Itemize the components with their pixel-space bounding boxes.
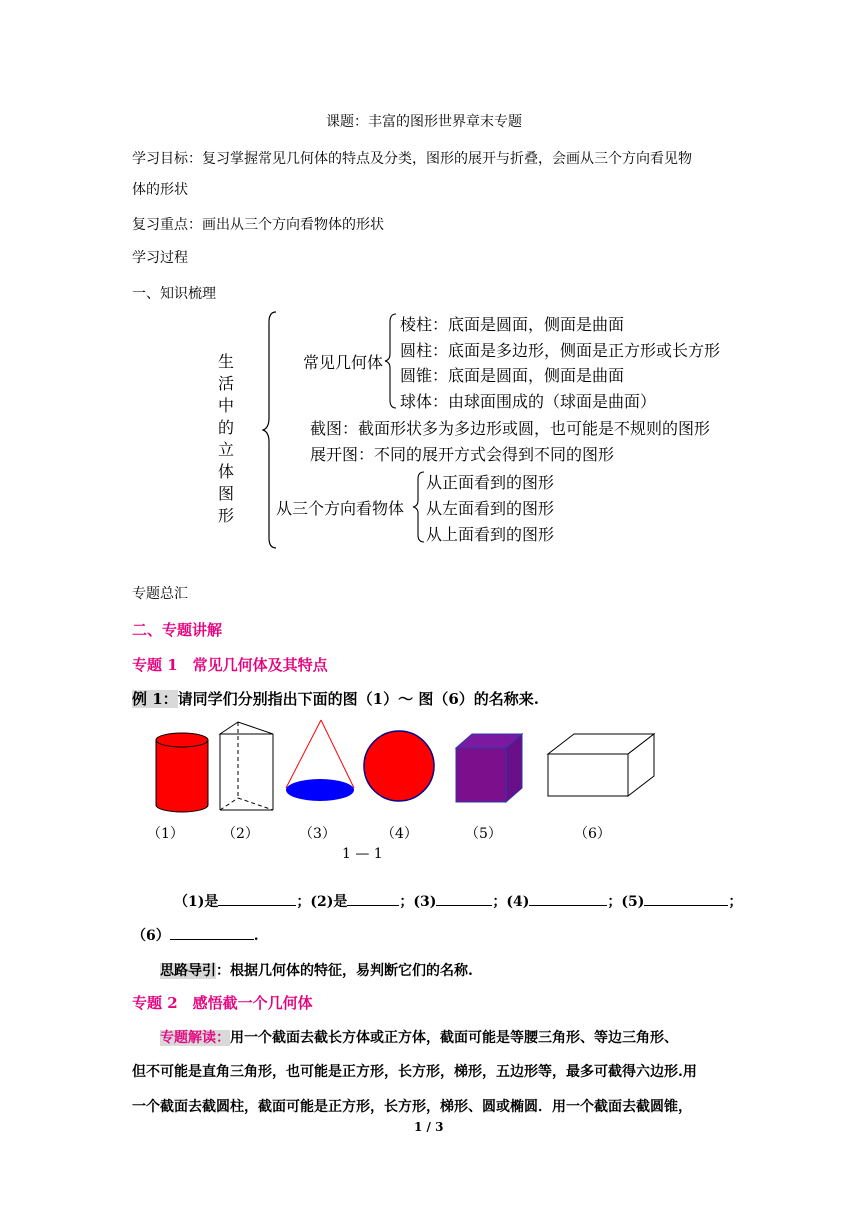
figure-caption: 1 — 1	[342, 846, 383, 862]
solids-brace	[384, 312, 398, 410]
root-char: 图	[217, 484, 234, 503]
summary-heading: 专题总汇	[132, 586, 188, 602]
cube-figure	[456, 734, 522, 802]
solid-cone: 圆锥：底面是圆面，侧面是曲面	[400, 366, 625, 385]
cylinder-figure	[156, 733, 208, 812]
figure-label-5: （5）	[465, 826, 502, 842]
section-item: 截图：截面形状多为多边形或圆，也可能是不规则的图形	[310, 419, 711, 438]
blank-4[interactable]	[529, 891, 607, 906]
blank-1[interactable]	[218, 891, 296, 906]
solid-sphere: 球体：由球面围成的（球面是曲面）	[400, 392, 657, 411]
doc-title: 课题：丰富的图形世界章末专题	[326, 114, 522, 130]
view-front: 从正面看到的图形	[426, 473, 555, 492]
figure-label-1: （1）	[147, 826, 184, 842]
page-number: 1 / 3	[414, 1120, 444, 1134]
blank-3[interactable]	[436, 891, 492, 906]
root-char: 活	[217, 374, 234, 393]
fill-text: ；(2)是	[296, 894, 348, 910]
root-char: 形	[217, 506, 234, 525]
common-solids-label: 常见几何体	[303, 353, 384, 372]
root-char: 体	[217, 462, 234, 481]
topic2-text: 用一个截面去截长方体或正方体，截面可能是等腰三角形、等边三角形、	[230, 1030, 678, 1046]
figure-label-6: （6）	[574, 826, 611, 842]
unfold-item: 展开图：不同的展开方式会得到不同的图形	[310, 445, 615, 464]
topic2-line2: 但不可能是直角三角形，也可能是正方形，长方形，梯形，五边形等，最多可截得六边形.用	[132, 1064, 697, 1080]
blank-2[interactable]	[347, 891, 399, 906]
solid-prism: 棱柱：底面是圆面，侧面是曲面	[400, 315, 625, 334]
example-label: 例 1：	[132, 690, 178, 708]
view-top: 从上面看到的图形	[426, 525, 555, 544]
root-char: 中	[217, 396, 234, 415]
cuboid-figure	[548, 734, 654, 796]
sphere-figure	[364, 731, 434, 801]
example-text: 请同学们分别指出下面的图（1）～ 图（6）的名称来.	[177, 690, 539, 708]
cone-figure	[286, 720, 354, 801]
topic2-heading: 专题 2 感悟截一个几何体	[132, 994, 313, 1012]
fill-text: （6）	[132, 928, 170, 944]
three-views-label: 从三个方向看物体	[276, 499, 405, 518]
solid-cylinder: 圆柱：底面是多边形，侧面是正方形或长方形	[400, 341, 721, 360]
fill-text: （1)是	[174, 894, 219, 910]
key-point: 复习重点：画出从三个方向看物体的形状	[132, 217, 384, 233]
blank-5[interactable]	[644, 891, 728, 906]
topic2-label: 专题解读：	[160, 1030, 230, 1046]
blank-6[interactable]	[170, 925, 254, 940]
topic2-line1	[160, 1027, 678, 1047]
figure-label-2: （2）	[222, 826, 259, 842]
views-brace	[412, 470, 426, 544]
solids-figure	[140, 718, 680, 818]
section-lecture: 二、专题讲解	[132, 621, 223, 639]
topic2-line3: 一个截面去截圆柱，截面可能是正方形，长方形，梯形、圆或椭圆．用一个截面去截圆锥，	[132, 1099, 692, 1115]
figure-label-3: （3）	[299, 826, 336, 842]
fill-text: ；(5)	[607, 894, 645, 910]
learning-process: 学习过程	[132, 250, 188, 266]
hint-text: ：根据几何体的特征，易判断它们的名称.	[216, 963, 473, 979]
fill-text: .	[253, 928, 259, 944]
answer-line-1	[174, 891, 742, 911]
answer-line-2	[132, 925, 259, 945]
figure-label-4: （4）	[381, 826, 418, 842]
view-left: 从左面看到的图形	[426, 499, 555, 518]
learning-goal-line2: 体的形状	[132, 182, 188, 198]
hint	[160, 960, 473, 980]
example1	[132, 688, 539, 709]
root-char: 的	[217, 418, 234, 437]
root-char: 立	[217, 440, 234, 459]
section-knowledge: 一、知识梳理	[132, 286, 216, 302]
fill-text: ；(4)	[492, 894, 530, 910]
learning-goal-line1: 学习目标：复习掌握常见几何体的特点及分类，图形的展开与折叠，会画从三个方向看见物	[132, 151, 692, 167]
fill-text: ；(3)	[399, 894, 437, 910]
prism-figure	[220, 722, 273, 810]
fill-text: ；	[728, 894, 743, 910]
topic1-heading: 专题 1 常见几何体及其特点	[132, 656, 328, 674]
hint-label: 思路导引	[160, 963, 216, 979]
root-char: 生	[217, 352, 234, 371]
